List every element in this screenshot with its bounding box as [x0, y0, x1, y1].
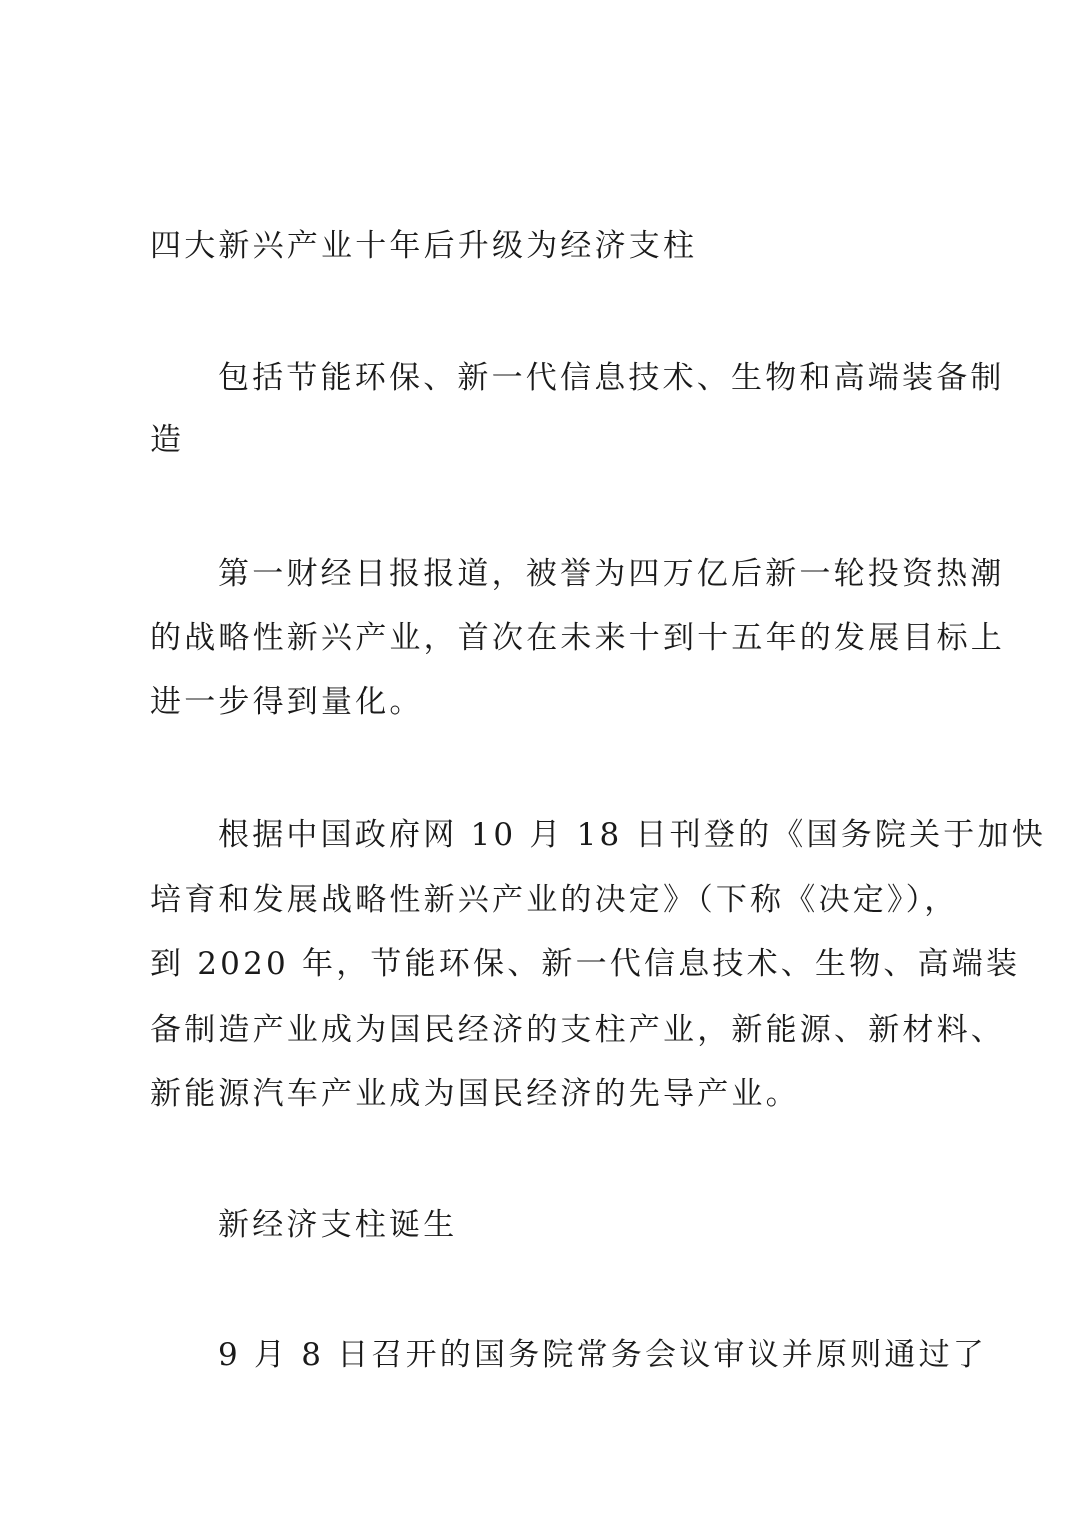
paragraph-2-line-2: 培育和发展战略性新兴产业的决定》（下称《决定》），: [150, 882, 959, 918]
paragraph-2-line-4: 备制造产业成为国民经济的支柱产业，新能源、新材料、: [150, 1012, 1005, 1048]
paragraph-1-line-3: 进一步得到量化。: [150, 684, 424, 720]
paragraph-2-line-3: 到 2020 年，节能环保、新一代信息技术、生物、高端装: [150, 946, 1021, 982]
section-heading: 新经济支柱诞生: [218, 1207, 458, 1243]
paragraph-3-line-1: 9 月 8 日召开的国务院常务会议审议并原则通过了: [218, 1337, 988, 1373]
paragraph-1-line-1: 第一财经日报报道，被誉为四万亿后新一轮投资热潮: [218, 556, 1005, 592]
paragraph-1-line-2: 的战略性新兴产业，首次在未来十到十五年的发展目标上: [150, 620, 1005, 656]
subtitle-line-1: 包括节能环保、新一代信息技术、生物和高端装备制: [218, 360, 1005, 396]
subtitle-line-2: 造: [150, 422, 185, 458]
paragraph-2-line-5: 新能源汽车产业成为国民经济的先导产业。: [150, 1076, 800, 1112]
document-title: 四大新兴产业十年后升级为经济支柱: [150, 228, 698, 264]
paragraph-2-line-1: 根据中国政府网 10 月 18 日刊登的《国务院关于加快: [218, 817, 1046, 853]
